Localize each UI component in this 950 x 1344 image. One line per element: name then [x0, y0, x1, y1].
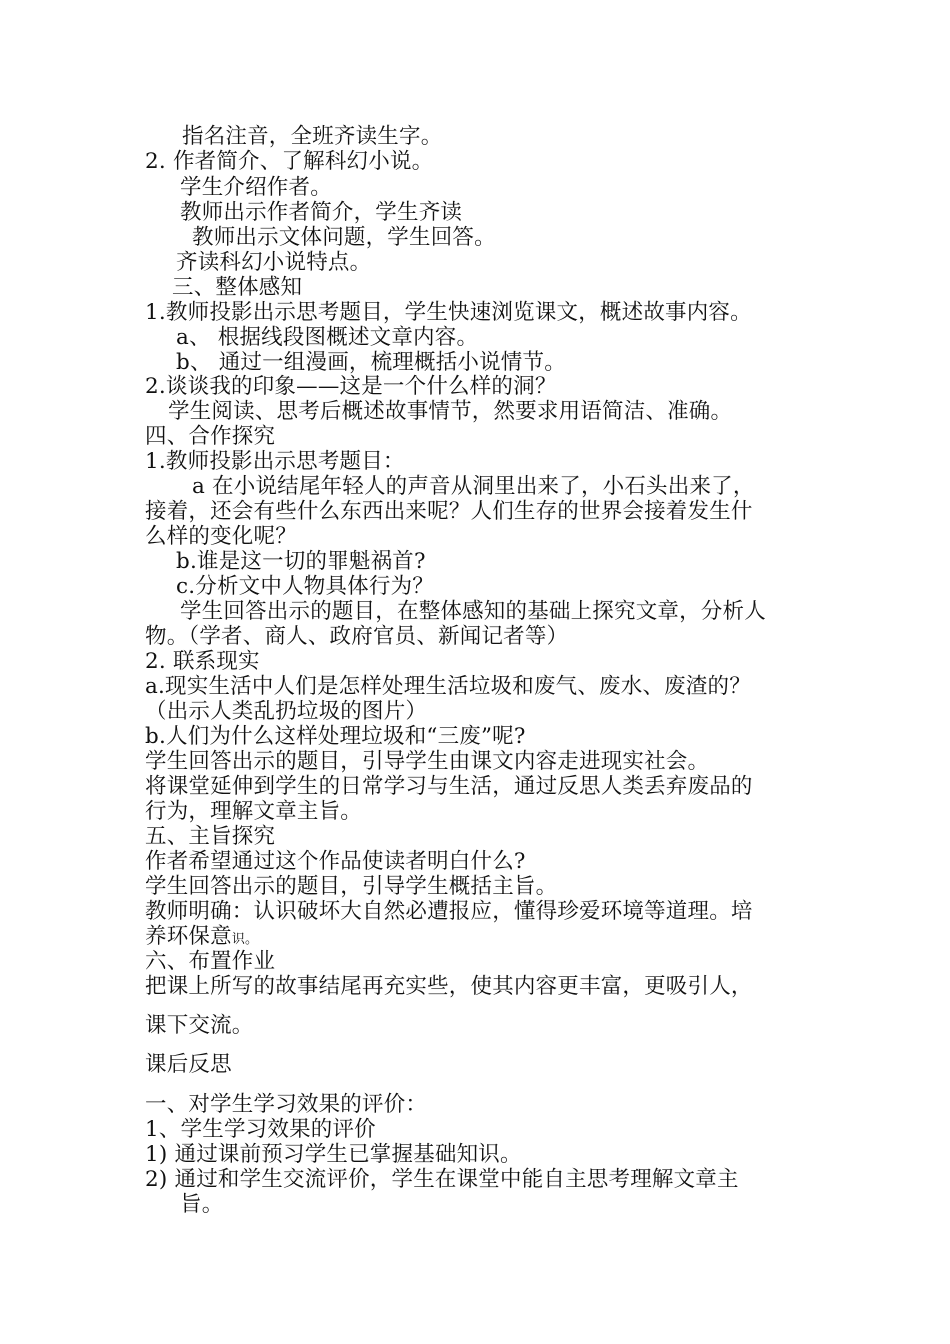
text-line: 教师出示文体问题，学生回答。: [192, 225, 496, 250]
text-line: 教师明确：认识破坏大自然必遭报应，懂得珍爱环境等道理。培: [145, 899, 753, 924]
text-line: b.人们为什么这样处理垃圾和“三废”呢?: [145, 724, 526, 749]
text-line: a 在小说结尾年轻人的声音从洞里出来了，小石头出来了，: [192, 474, 755, 499]
text-line: 2. 联系现实: [145, 649, 260, 674]
text-line: a.现实生活中人们是怎样处理生活垃圾和废气、废水、废渣的？: [145, 674, 751, 699]
text-line: 将课堂延伸到学生的日常学习与生活，通过反思人类丢弃废品的: [145, 774, 753, 799]
text-line: 旨。: [180, 1192, 224, 1217]
text-line: 学生回答出示的题目，引导学生概括主旨。: [145, 874, 558, 899]
text-line: 学生回答出示的题目，引导学生由课文内容走进现实社会。: [145, 749, 710, 774]
text-line: 行为，理解文章主旨。: [145, 799, 363, 824]
text-line: a、 根据线段图概述文章内容。: [176, 325, 479, 350]
section-heading: 四、合作探究: [145, 424, 276, 449]
section-heading: 课后反思: [145, 1052, 232, 1077]
text-line: c.分析文中人物具体行为？: [176, 574, 434, 599]
list-item: 2) 通过和学生交流评价，学生在课堂中能自主思考理解文章主: [145, 1167, 739, 1192]
text-span: 养环保意: [145, 924, 232, 949]
text-line: 指名注音，全班齐读生字。: [182, 124, 443, 149]
text-line: 么样的变化呢？: [145, 524, 297, 549]
text-line: 学生回答出示的题目，在整体感知的基础上探究文章，分析人: [180, 599, 766, 624]
text-line: 2.谈谈我的印象——这是一个什么样的洞？: [145, 374, 557, 399]
section-heading: 五、主旨探究: [145, 824, 276, 849]
text-line: 齐读科幻小说特点。: [176, 250, 372, 275]
text-line: 接着，还会有些什么东西出来呢？人们生存的世界会接着发生什: [145, 499, 753, 524]
text-line: 课下交流。: [145, 1013, 254, 1038]
text-line: b、 通过一组漫画，梳理概括小说情节。: [176, 350, 566, 375]
text-line: 2. 作者简介、了解科幻小说。: [145, 149, 434, 174]
text-line: 一、对学生学习效果的评价：: [145, 1092, 428, 1117]
text-line: b.谁是这一切的罪魁祸首?: [176, 549, 426, 574]
text-line: 1.教师投影出示思考题目：: [145, 449, 405, 474]
text-line: 学生介绍作者。: [180, 175, 332, 200]
text-line: 1、学生学习效果的评价: [145, 1117, 376, 1142]
text-line: 教师出示作者简介，学生齐读: [180, 200, 463, 225]
text-line: 作者希望通过这个作品使读者明白什么?: [145, 849, 526, 874]
section-heading: 六、布置作业: [145, 949, 276, 974]
small-text: 识。: [231, 932, 259, 947]
section-heading: 三、整体感知: [172, 275, 303, 300]
list-item: 1) 通过课前预习学生已掌握基础知识。: [145, 1142, 522, 1167]
text-line: 物。（学者、商人、政府官员、新闻记者等）: [145, 624, 569, 649]
text-line: 把课上所写的故事结尾再充实些，使其内容更丰富，更吸引人，: [145, 974, 753, 999]
text-line: （出示人类乱扔垃圾的图片）: [145, 699, 428, 724]
text-line: 1.教师投影出示思考题目，学生快速浏览课文，概述故事内容。: [145, 300, 752, 325]
text-line: 学生阅读、思考后概述故事情节，然要求用语简洁、准确。: [168, 399, 733, 424]
